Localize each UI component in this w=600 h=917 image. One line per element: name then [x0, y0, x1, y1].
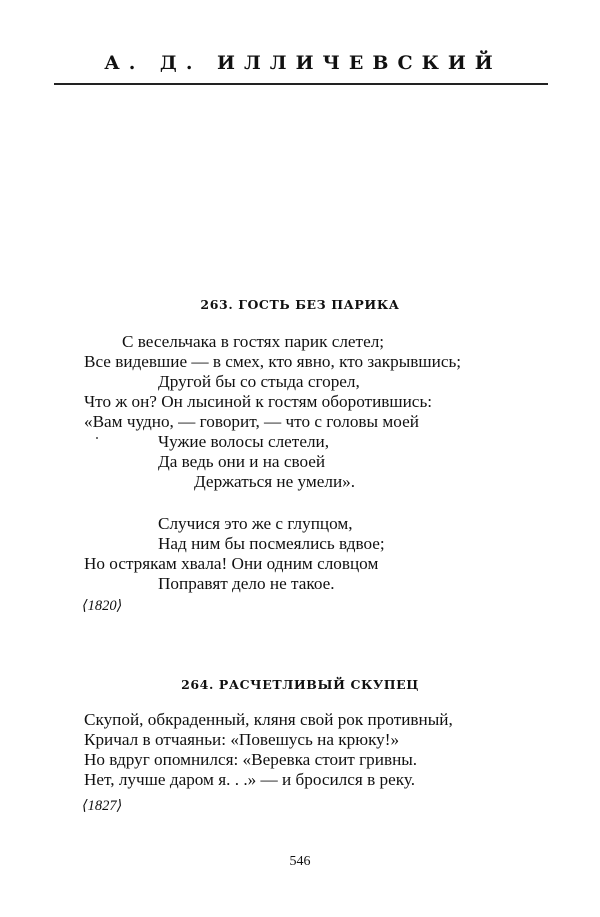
verse-line: Да ведь они и на своей — [158, 452, 326, 471]
verse-line: Над ним бы посмеялись вдвое; — [158, 534, 385, 553]
poem-264-date: ⟨1827⟩ — [82, 798, 123, 814]
verse-line: Все видевшие — в смех, кто явно, кто закрывшись; — [84, 352, 462, 371]
header-rule — [54, 83, 548, 85]
verse-line: С весельчака в гостях парик слетел; — [122, 332, 385, 351]
verse-line: Поправят дело не такое. — [158, 574, 335, 593]
verse-line: Но острякам хвала! Они одним словцом — [84, 554, 379, 573]
verse-line: Скупой, обкраденный, кляня свой рок противный, — [84, 710, 453, 729]
verse-line: Нет, лучше даром я. . .» — и бросился в реку. — [84, 770, 415, 789]
verse-line: Но вдруг опомнился: «Веревка стоит гривны. — [84, 750, 418, 769]
verse-line: Держаться не умели». — [194, 472, 356, 491]
print-speck — [96, 437, 98, 439]
verse-line: Другой бы со стыда сгорел, — [158, 372, 360, 391]
poem-title-264: 264. РАСЧЕТЛИВЫЙ СКУПЕЦ — [181, 677, 419, 692]
verse-line: Что ж он? Он лысиной к гостям оборотившись: — [84, 392, 433, 411]
page-number: 546 — [289, 854, 311, 869]
verse-line: Кричал в отчаяньи: «Повешусь на крюку!» — [84, 730, 400, 749]
verse-line: Случися это же с глупцом, — [158, 514, 353, 533]
running-head-author: А. Д. ИЛЛИЧЕВСКИЙ — [104, 52, 502, 74]
verse-line: «Вам чудно, — говорит, — что с головы моей — [84, 412, 419, 431]
poem-title-263: 263. ГОСТЬ БЕЗ ПАРИКА — [200, 297, 400, 312]
verse-line: Чужие волосы слетели, — [158, 432, 330, 451]
poem-263-date: ⟨1820⟩ — [82, 598, 123, 614]
